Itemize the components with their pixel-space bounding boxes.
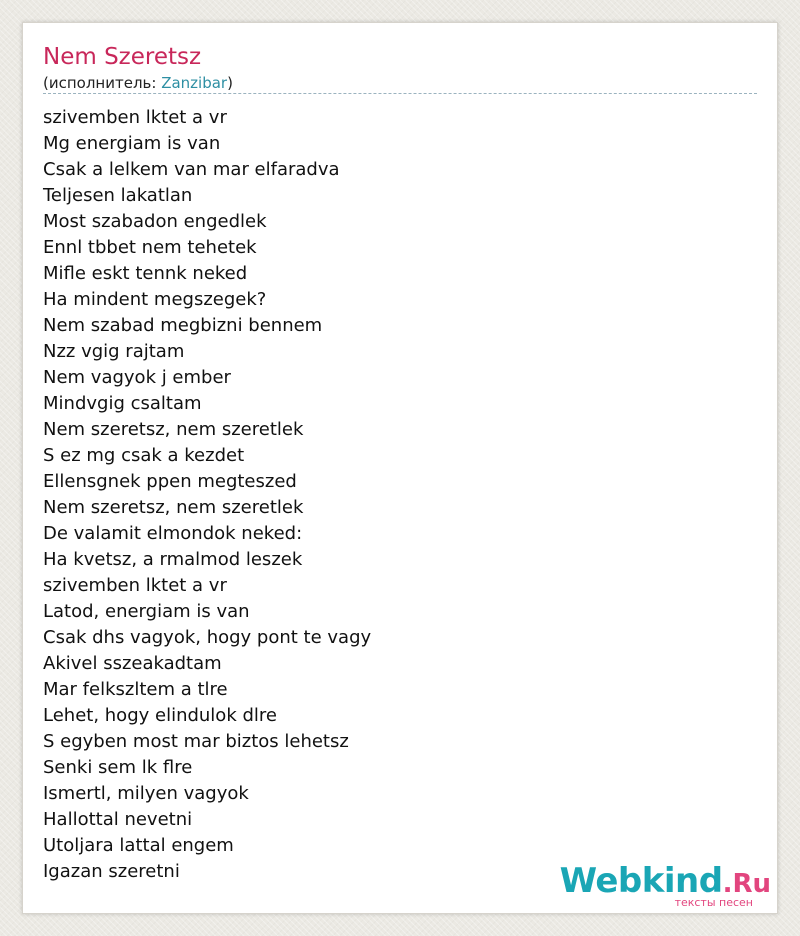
lyric-line: Nzz vgig rajtam — [43, 341, 185, 362]
lyric-line: Senki sem lk flre — [43, 757, 193, 778]
lyric-line: Ennl tbbet nem tehetek — [43, 237, 257, 258]
lyric-line: Nem szabad megbizni bennem — [43, 315, 323, 336]
song-title: Nem Szeretsz — [43, 44, 202, 70]
lyric-line: Utoljara lattal engem — [43, 835, 234, 856]
lyric-line: szivemben lktet a vr — [43, 575, 227, 596]
lyrics-list — [43, 105, 371, 885]
title-divider — [43, 93, 757, 94]
lyric-line: S egyben most mar biztos lehetsz — [43, 731, 349, 752]
lyric-line: Hallottal nevetni — [43, 809, 193, 830]
lyric-line: Lehet, hogy elindulok dlre — [43, 705, 277, 726]
lyric-line: Most szabadon engedlek — [43, 211, 267, 232]
artist-link[interactable]: Zanzibar — [161, 74, 228, 92]
logo-tagline: тексты песен — [674, 896, 753, 909]
logo-word: Webkind — [559, 861, 723, 901]
lyric-line: De valamit elmondok neked: — [43, 523, 303, 544]
lyric-line: Latod, energiam is van — [43, 601, 250, 622]
lyrics-card — [22, 22, 778, 914]
lyric-line: Igazan szeretni — [43, 861, 180, 882]
lyric-line: Mar felkszltem a tlre — [43, 679, 228, 700]
lyric-line: Ellensgnek ppen megteszed — [43, 471, 297, 492]
lyric-line: Nem vagyok j ember — [43, 367, 231, 388]
lyric-line: Mg energiam is van — [43, 133, 221, 154]
lyric-line: Ha mindent megszegek? — [43, 289, 267, 310]
lyric-line: Nem szeretsz, nem szeretlek — [43, 419, 304, 440]
lyric-line: Akivel sszeakadtam — [43, 653, 222, 674]
lyric-line: Mindvgig csaltam — [43, 393, 202, 414]
site-logo[interactable] — [559, 861, 771, 909]
artist-suffix: ) — [227, 74, 233, 92]
lyric-line: Mifle eskt tennk neked — [43, 263, 248, 284]
lyric-line: Ismertl, milyen vagyok — [43, 783, 249, 804]
logo-tld: .Ru — [722, 869, 771, 899]
lyric-line: Teljesen lakatlan — [43, 185, 193, 206]
lyric-line: Csak dhs vagyok, hogy pont te vagy — [43, 627, 372, 648]
lyric-line: S ez mg csak a kezdet — [43, 445, 245, 466]
artist-prefix: (исполнитель: — [43, 74, 162, 92]
lyric-line: Nem szeretsz, nem szeretlek — [43, 497, 304, 518]
artist-line — [43, 73, 233, 93]
lyric-line: Ha kvetsz, a rmalmod leszek — [43, 549, 303, 570]
lyric-line: szivemben lktet a vr — [43, 107, 227, 128]
lyric-line: Csak a lelkem van mar elfaradva — [43, 159, 340, 180]
